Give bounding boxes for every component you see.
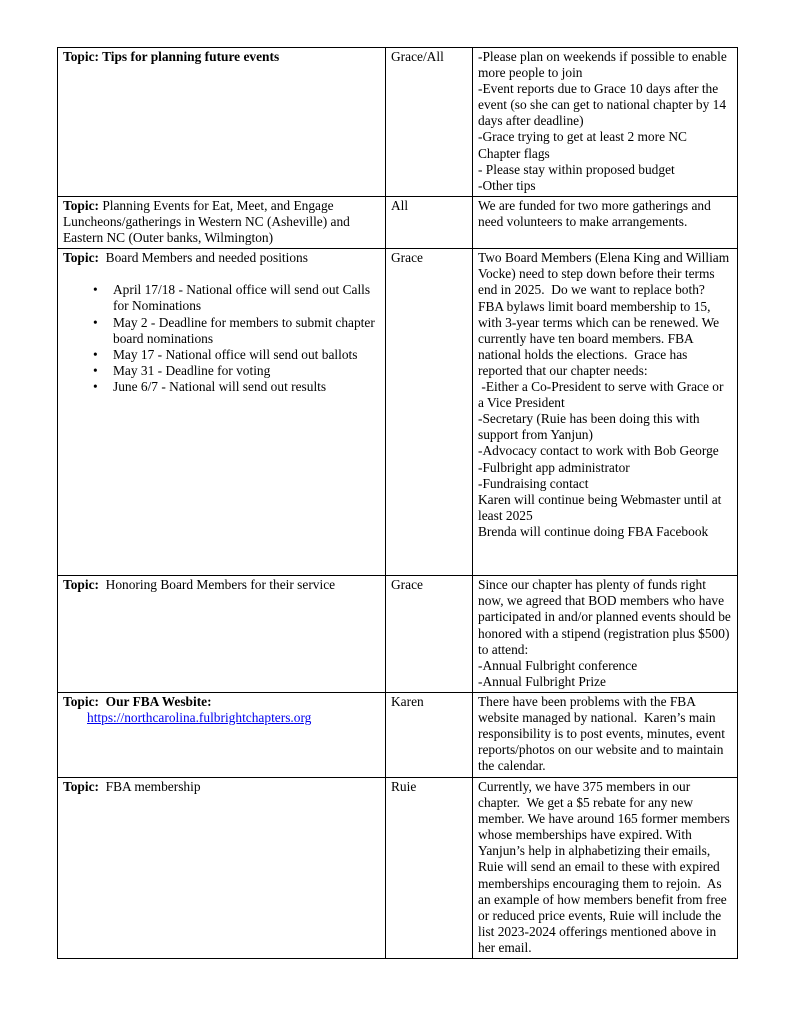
topic-text: Tips for planning future events — [98, 49, 280, 64]
bullet-item: • May 17 - National office will send out ballots — [63, 347, 380, 363]
election-timeline-list — [63, 282, 380, 395]
topic-text: Honoring Board Members for their service — [98, 577, 336, 593]
topic-line — [63, 49, 380, 65]
note-line: Karen will continue being Webmaster until at least 2025 — [478, 491, 725, 523]
notes-cell — [473, 249, 738, 576]
note-line: -Fundraising contact — [478, 475, 589, 491]
topic-cell — [58, 249, 386, 576]
presenter-cell: Ruie — [386, 777, 473, 958]
note-line: -Please plan on weekends if possible to enable more people to join — [478, 49, 731, 81]
topic-line — [63, 577, 380, 593]
note-line: -Annual Fulbright conference — [478, 657, 638, 673]
topic-label: Topic: — [63, 198, 99, 213]
meeting-minutes-table — [57, 47, 738, 959]
topic-label: Topic: — [63, 577, 99, 593]
table-row — [58, 777, 738, 958]
topic-line — [63, 250, 380, 266]
notes-cell — [473, 48, 738, 197]
bullet-item: • June 6/7 - National will send out results — [63, 379, 380, 395]
note-line: Since our chapter has plenty of funds right now, we agreed that BOD members who have participated in and/or planned events should be honored with a stipend (registration plus $500) to attend: — [478, 577, 735, 657]
presenter-cell: Grace — [386, 249, 473, 576]
topic-label: Topic: — [63, 693, 99, 709]
table-row — [58, 576, 738, 693]
note-line: -Either a Co-President to serve with Grace or a Vice President — [478, 379, 727, 411]
topic-cell — [58, 197, 386, 249]
topic-text: Board Members and needed positions — [98, 250, 308, 266]
topic-line — [63, 198, 380, 246]
topic-text: Our FBA Wesbite: — [98, 693, 212, 709]
note-line: We are funded for two more gatherings and need volunteers to make arrangements. — [478, 198, 715, 230]
table-row — [58, 249, 738, 576]
note-line: -Annual Fulbright Prize — [478, 673, 606, 689]
topic-text: FBA membership — [98, 778, 201, 794]
note-line: -Advocacy contact to work with Bob George — [478, 443, 719, 459]
notes-cell — [473, 197, 738, 249]
presenter-cell: Grace — [386, 576, 473, 693]
topic-text: Planning Events for Eat, Meet, and Engage Luncheons/gatherings in Western NC (Asheville) and Eastern NC (Outer banks, Wilmington) — [63, 198, 354, 246]
bullet-item: • May 31 - Deadline for voting — [63, 363, 380, 379]
notes-cell — [473, 692, 738, 777]
table-row — [58, 48, 738, 197]
topic-label: Topic: — [63, 250, 99, 266]
topic-cell — [58, 777, 386, 958]
note-line: -Event reports due to Grace 10 days after the event (so she can get to national chapter by 14 days after deadline) — [478, 81, 730, 129]
presenter-cell: All — [386, 197, 473, 249]
topic-cell — [58, 48, 386, 197]
topic-label: Topic: — [63, 49, 99, 64]
topic-line — [63, 779, 380, 795]
topic-line — [63, 694, 380, 710]
note-line: There have been problems with the FBA website managed by national. Karen’s main responsibility is to post events, minutes, event reports/photos on our website and to maintain the calendar. — [478, 693, 729, 774]
fba-website-link[interactable]: https://northcarolina.fulbrightchapters.org — [87, 710, 312, 726]
note-line: Brenda will continue doing FBA Facebook — [478, 523, 709, 539]
notes-cell — [473, 777, 738, 958]
table-row — [58, 197, 738, 249]
notes-cell — [473, 576, 738, 693]
bullet-item: • April 17/18 - National office will send out Calls for Nominations — [63, 282, 380, 314]
website-link-line — [87, 710, 380, 726]
bullet-item: • May 2 - Deadline for members to submit chapter board nominations — [63, 315, 380, 347]
note-line: -Other tips — [478, 177, 536, 193]
note-line: Currently, we have 375 members in our chapter. We get a $5 rebate for any new member. We have around 165 former members whose memberships have expired. With Yanjun’s help in alphabetizing their emails, Ruie will send an email to these with expired memberships encouraging them to rejoin. As an example of how members benefit from free or reduced price events, Ruie will include the list 2023-2024 offerings mentioned above in her email. — [478, 778, 734, 955]
presenter-cell: Grace/All — [386, 48, 473, 197]
note-line: -Fulbright app administrator — [478, 459, 630, 475]
topic-cell — [58, 692, 386, 777]
presenter-cell: Karen — [386, 692, 473, 777]
note-line: -Secretary (Ruie has been doing this with support from Yanjun) — [478, 411, 703, 443]
topic-label: Topic: — [63, 778, 99, 794]
table-row — [58, 692, 738, 777]
topic-cell — [58, 576, 386, 693]
note-line: Two Board Members (Elena King and William Vocke) need to step down before their terms end in 2025. Do we want to replace both? FBA bylaws limit board membership to 15, with 3-year terms which can be renewed. We currently have ten board members. FBA national holds the elections. Grace has reported that our chapter needs: — [478, 250, 733, 378]
note-line: - Please stay within proposed budget — [478, 161, 675, 177]
note-line: -Grace trying to get at least 2 more NC Chapter flags — [478, 129, 691, 161]
